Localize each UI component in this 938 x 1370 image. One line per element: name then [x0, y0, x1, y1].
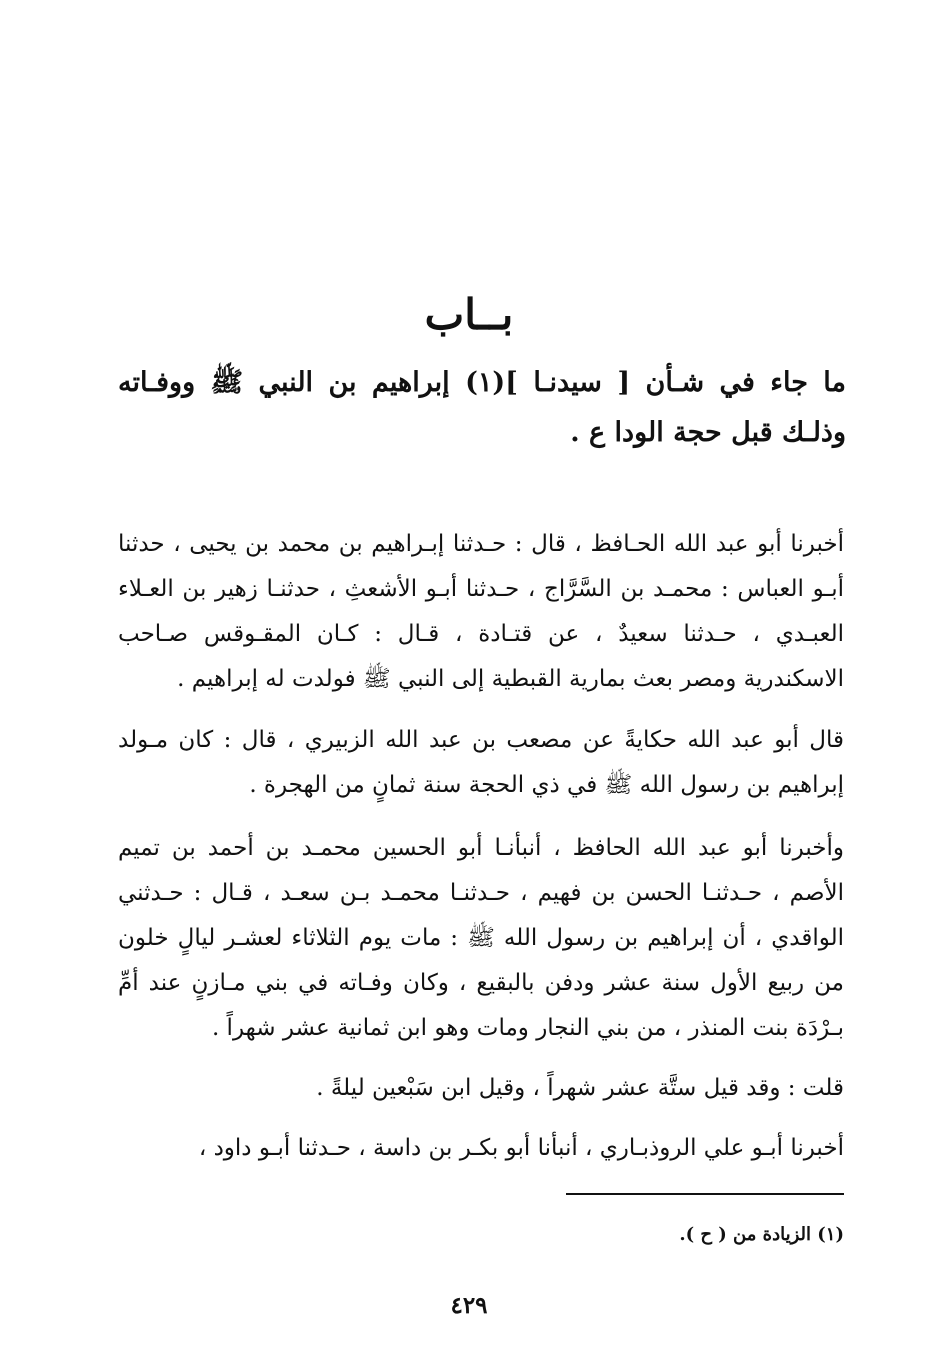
paragraph: قلت : وقد قيل ستَّة عشر شهراً ، وقيل ابن سَبْعين ليلةً . — [316, 1075, 844, 1101]
footnote-divider — [566, 1193, 844, 1195]
section-heading: ما جاء في شـأن [ سيدنـا ](١) إبراهيم بن النبي ﷺ ووفـاته وذلـك قبل حجة الودا ع . — [118, 367, 847, 448]
footnote: (١) الزيادة من ( ح ). — [679, 1224, 844, 1245]
paragraph: أخبرنا أبو عبد الله الحـافظ ، قال : حـدثنا إبـراهيم بن محمد بن يحيى ، حدثنا أبـو العباس : محمـد بن السَّرَّاج ، حـدثنا أبـو الأشعثِ ، حدثنـا زهير بن العـلاء العبـدي ، حـدثنا سعيدٌ ، عن قتـادة ، قـال : كـان المقـوقس صـاحب الاسكندرية ومصر بعث بمارية القبطية إلى النبي ﷺ فولدت له إبراهيم . — [118, 531, 844, 692]
page-number: ٤٢٩ — [450, 1292, 488, 1319]
chapter-title: بــاب — [424, 290, 514, 339]
paragraph: قال أبو عبد الله حكايةً عن مصعب بن عبد الله الزبيري ، قال : كان مـولد إبراهيم بن رسول الله ﷺ في ذي الحجة سنة ثمانٍ من الهجرة . — [118, 727, 844, 798]
paragraph: وأخبرنا أبو عبد الله الحافظ ، أنبأنـا أبو الحسين محمـد بن أحمد بن تميم الأصم ، حـدثنـا الحسن بن فهيم ، حـدثنـا محمـد بـن سعـد ، قـال : حـدثني الواقدي ، أن إبراهيم بن رسول الله ﷺ : مات يوم الثلاثاء لعشـر ليالٍ خلون من ربيع الأول سنة عشر ودفن بالبقيع ، وكان وفـاته في بني مـازنٍ عند أمِّ بـرْدَة بنت المنذر ، من بني النجار ومات وهو ابن ثمانية عشر شهراً . — [118, 835, 844, 1041]
paragraph: أخبرنا أبـو علي الروذبـاري ، أنبأنا أبو بكـر بن داسة ، حـدثنا أبـو داود ، — [198, 1135, 844, 1161]
